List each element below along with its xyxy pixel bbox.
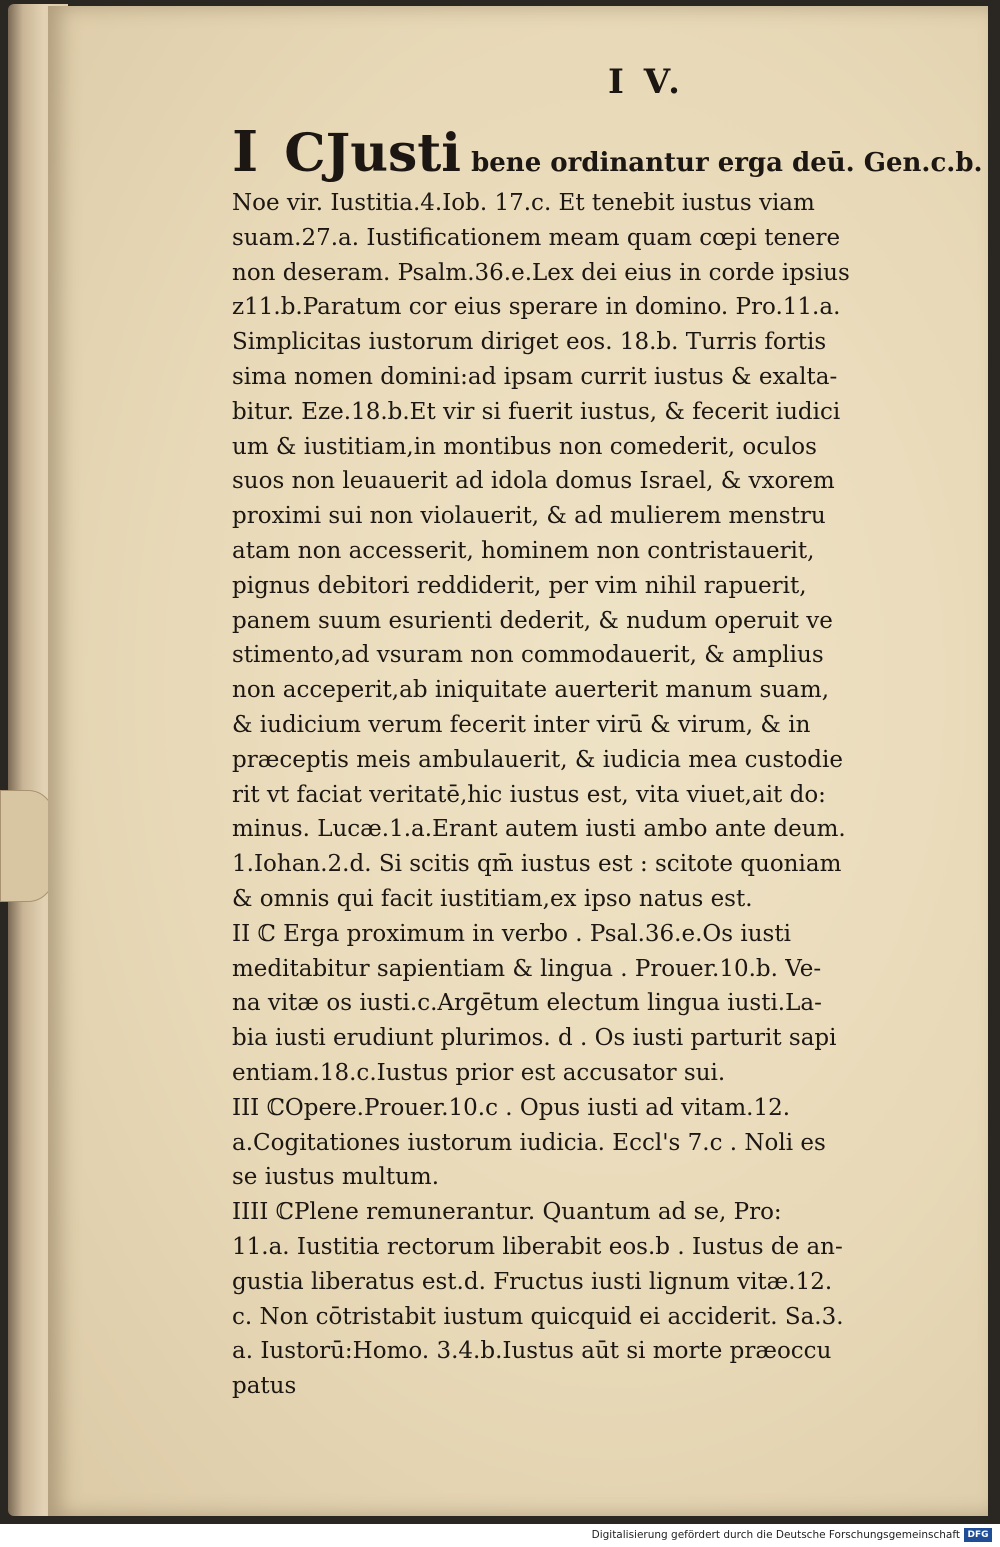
text-line: non acceperit,ab iniquitate auerterit manum suam, [232, 677, 830, 704]
text-line: III ℂOpere.Prouer.10.c . Opus iusti ad vitam.12. [232, 1094, 791, 1121]
text-line: 1.Iohan.2.d. Si scitis qm̄ iustus est : scitote quoniam [232, 851, 842, 878]
text-line: Noe vir. Iustitia.4.Iob. 17.c. Et tenebit iustus viam [232, 190, 815, 216]
text-lines [232, 186, 966, 1404]
text-line: non deseram. Psalm.36.e.Lex dei eius in corde ipsius [232, 259, 850, 286]
text-line: II ℂ Erga proximum in verbo . Psal.36.e.Os iusti [232, 920, 791, 947]
text-line: sima nomen domini:ad ipsam currit iustus & exalta- [232, 363, 838, 390]
text-line: gustia liberatus est.d. Fructus iusti lignum vitæ.12. [232, 1268, 833, 1295]
text-line: a. Iustorū:Homo. 3.4.b.Iustus aūt si morte præoccu [232, 1338, 832, 1365]
text-line: entiam.18.c.Iustus prior est accusator sui. [232, 1059, 726, 1086]
funding-credit: Digitalisierung gefördert durch die Deutsche Forschungsgemeinschaft [591, 1529, 960, 1541]
text-block [232, 118, 983, 1404]
text-line: & omnis qui facit iustitiam,ex ipso natus est. [232, 885, 753, 912]
headword: CJusti [284, 123, 462, 184]
dfg-logo: DFG [964, 1528, 992, 1542]
text-line: se iustus multum. [232, 1164, 440, 1191]
text-line: præceptis meis ambulauerit, & iudicia mea custodie [232, 746, 843, 773]
section-numeral: I [232, 119, 259, 185]
text-line: & iudicium verum fecerit inter virū & virum, & in [232, 711, 811, 738]
text-line: patus [232, 1373, 297, 1400]
text-line: suam.27.a. Iustificationem meam quam cœpi tenere [232, 224, 841, 251]
text-line: bia iusti erudiunt plurimos. d . Os iusti parturit sapi [232, 1025, 837, 1052]
first-line-text: bene ordinantur erga deū. Gen.c.b. [471, 148, 983, 178]
text-line: panem suum esurienti dederit, & nudum operuit ve [232, 607, 833, 634]
text-line: bitur. Eze.18.b.Et vir si fuerit iustus, & fecerit iudici [232, 398, 841, 425]
text-line: Simplicitas iustorum diriget eos. 18.b. Turris fortis [232, 329, 827, 356]
text-line: 11.a. Iustitia rectorum liberabit eos.b . Iustus de an- [232, 1233, 843, 1260]
footer-bar [0, 1524, 1000, 1547]
text-line: pignus debitori reddiderit, per vim nihil rapuerit, [232, 572, 807, 599]
text-line: suos non leuauerit ad idola domus Israel, & vxorem [232, 468, 835, 495]
first-line [232, 118, 983, 186]
text-line: rit vt faciat veritatē,hic iustus est, vita viuet,ait do: [232, 781, 826, 808]
text-line: z11.b.Paratum cor eius sperare in domino. Pro.11.a. [232, 294, 841, 321]
text-line: a.Cogitationes iustorum iudicia. Eccl's 7.c . Noli es [232, 1129, 826, 1156]
page-signature: I V. [608, 62, 685, 102]
text-line: um & iustitiam,in montibus non comederit, oculos [232, 433, 817, 460]
text-line: na vitæ os iusti.c.Argētum electum lingua iusti.La- [232, 990, 822, 1017]
text-line: meditabitur sapientiam & lingua . Prouer.10.b. Ve- [232, 955, 822, 982]
text-line: atam non accesserit, hominem non contristauerit, [232, 537, 815, 564]
text-line: proximi sui non violauerit, & ad mulierem menstru [232, 503, 826, 530]
text-line: minus. Lucæ.1.a.Erant autem iusti ambo ante deum. [232, 816, 846, 843]
text-line: stimento,ad vsuram non commodauerit, & amplius [232, 642, 824, 669]
text-line: IIII ℂPlene remunerantur. Quantum ad se, Pro: [232, 1199, 782, 1226]
book-clasp-tab [0, 790, 54, 902]
text-line: c. Non cōtristabit iustum quicquid ei acciderit. Sa.3. [232, 1303, 844, 1330]
